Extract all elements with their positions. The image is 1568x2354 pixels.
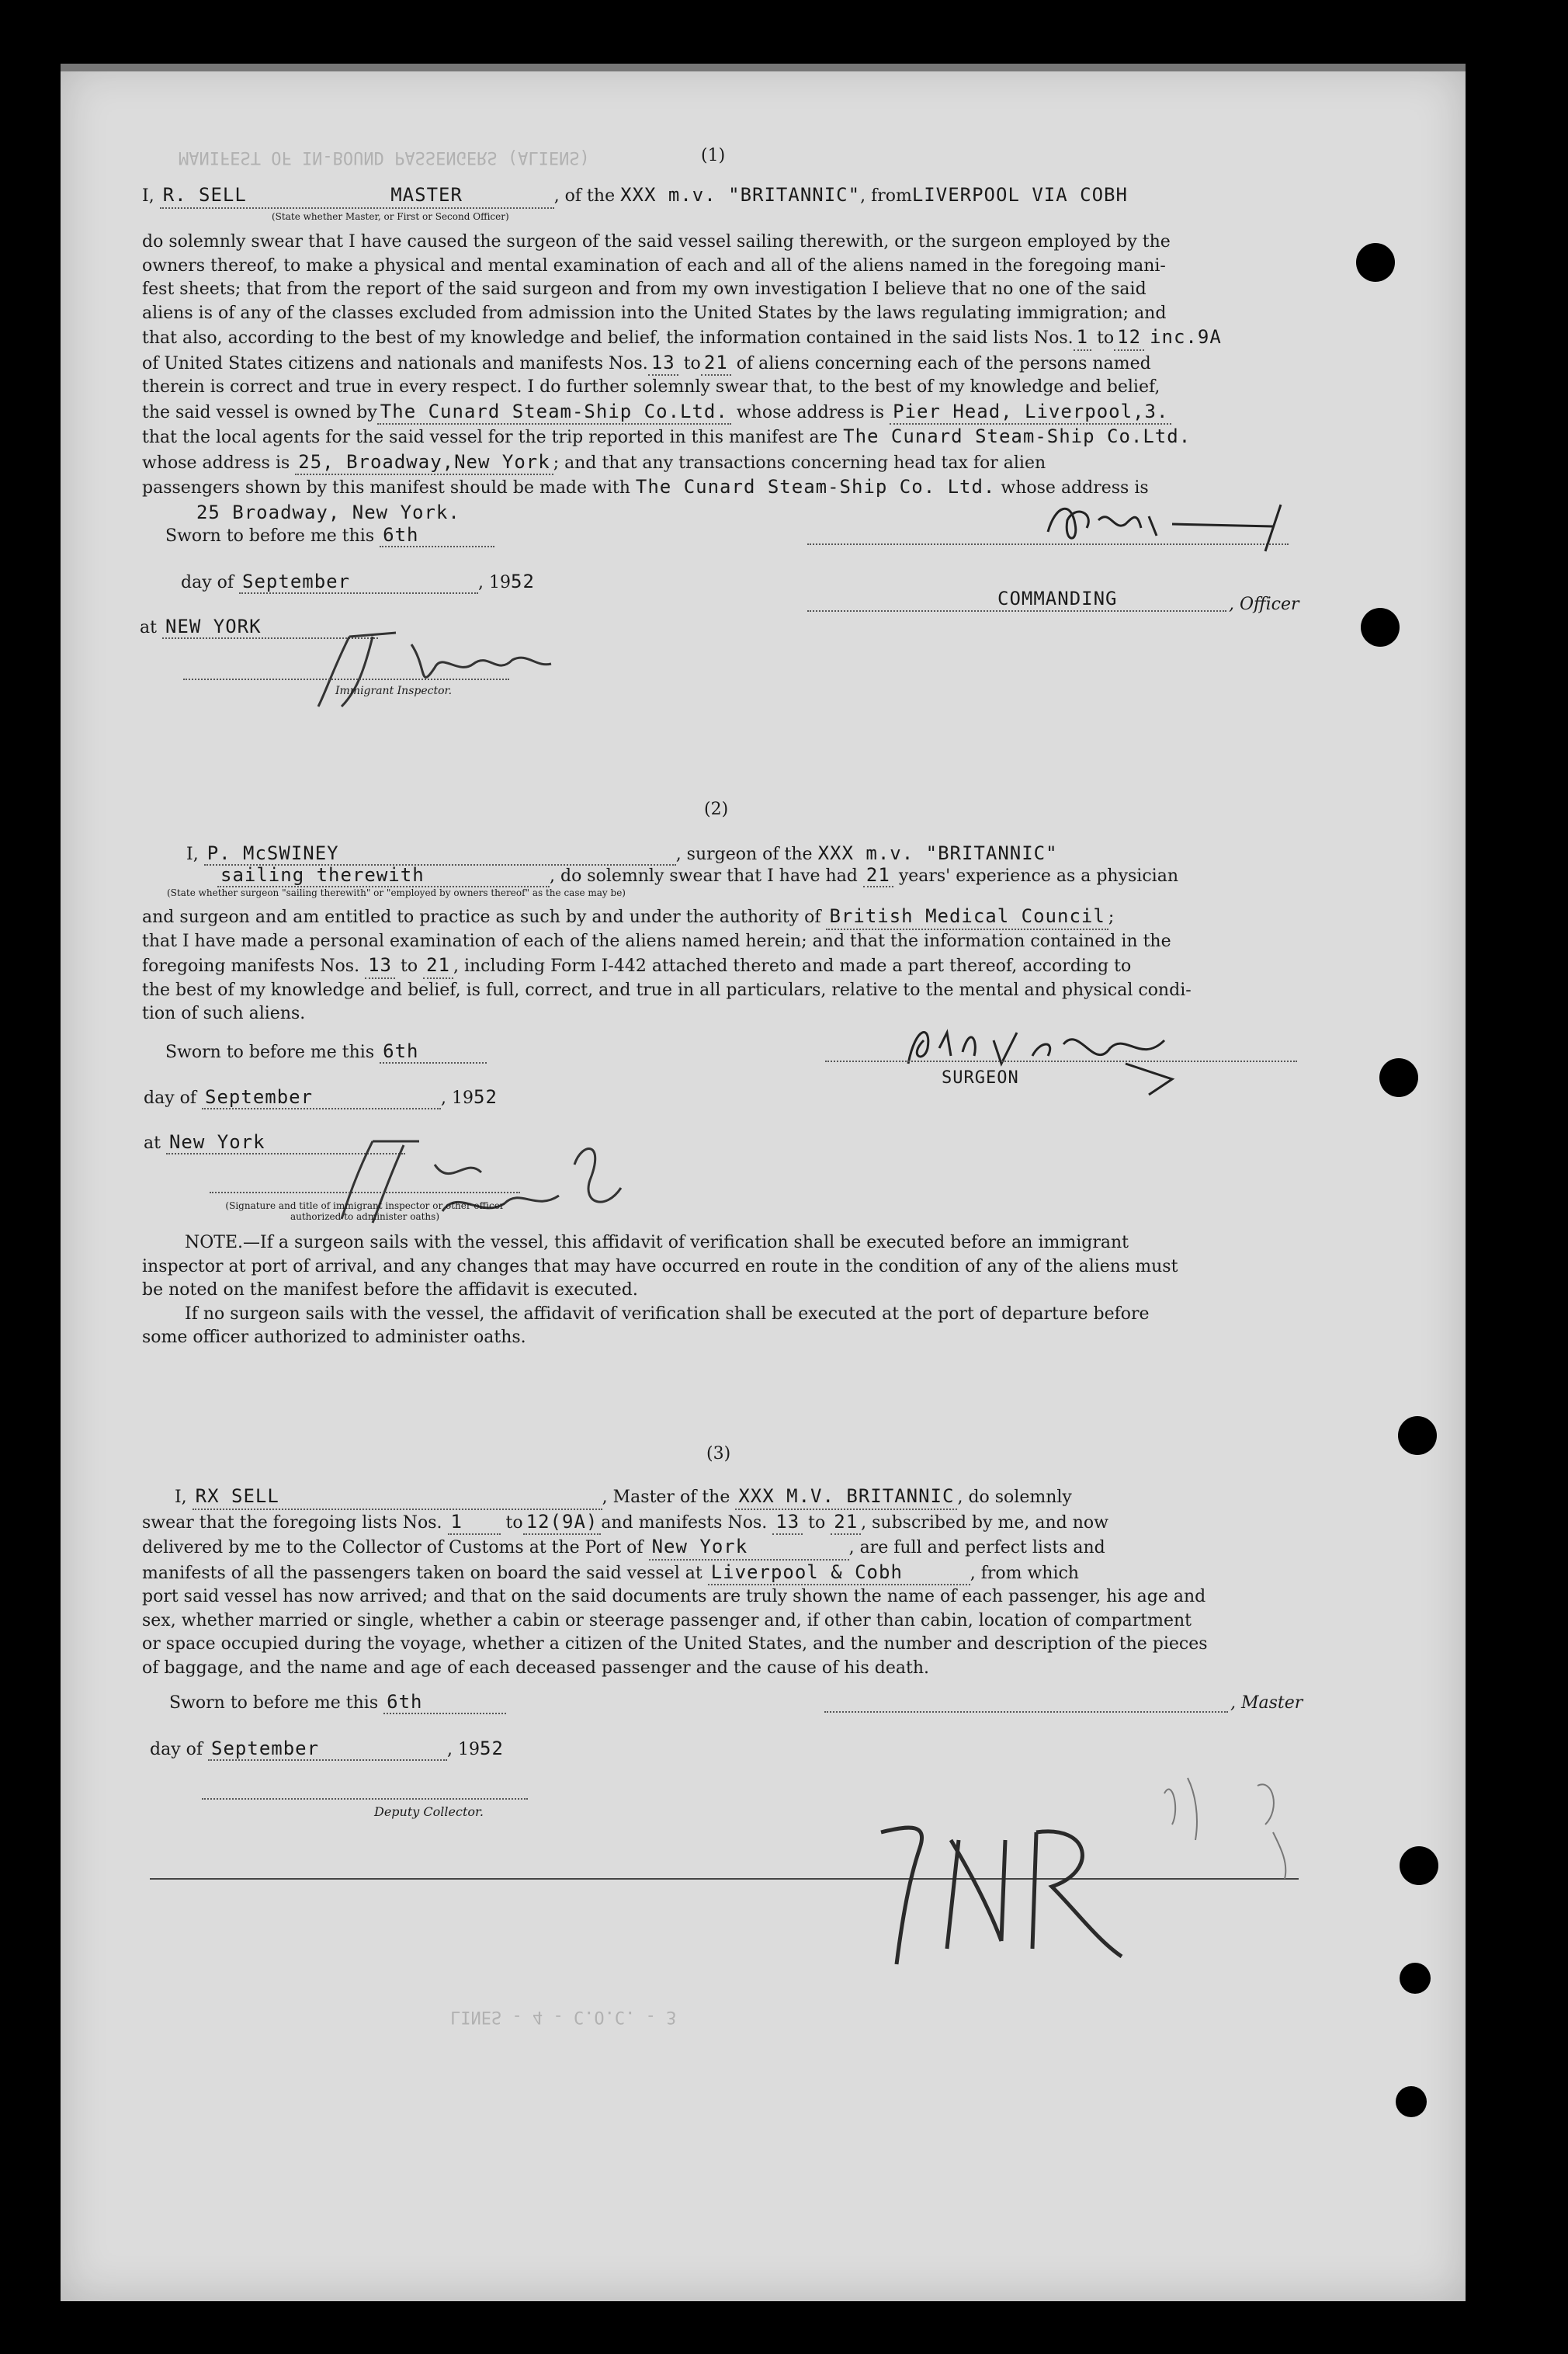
commanding-label: COMMANDING xyxy=(997,588,1118,609)
body-text: whose address is xyxy=(142,453,290,473)
punch-hole xyxy=(1396,2086,1427,2117)
body-line xyxy=(142,425,1306,450)
year-prefix: , 19 xyxy=(447,1740,480,1759)
commanding-field xyxy=(997,588,1118,609)
body-line: that I have made a personal examination of each of the aliens named herein; and that the information contained in the xyxy=(142,931,1171,951)
body-line: tion of such aliens. xyxy=(142,1004,306,1023)
body-line xyxy=(142,450,1306,476)
master-label: , Master xyxy=(1230,1693,1303,1713)
manifests-to: 21 xyxy=(701,351,731,377)
authority: British Medical Council xyxy=(826,904,1108,930)
sworn-day: 6th xyxy=(380,1040,487,1064)
section-2-body xyxy=(142,904,1306,1026)
surgeon-name: P. McSWINEY xyxy=(204,842,676,866)
i-label: I, xyxy=(174,1488,187,1507)
body-text: manifests of all the passengers taken on board the said vessel at xyxy=(142,1563,702,1583)
place: NEW YORK xyxy=(162,616,378,639)
surgeon-label: SURGEON xyxy=(942,1068,1019,1088)
body-text: swear that the foregoing lists Nos. xyxy=(142,1512,442,1533)
punch-hole xyxy=(1356,243,1395,282)
body-text: of United States citizens and nationals and manifests Nos. xyxy=(142,353,648,373)
manifests-to: 21 xyxy=(423,953,453,979)
body-text: foregoing manifests Nos. xyxy=(142,957,360,976)
signature-caption: (Signature and title of immigrant inspector or other officer authorized to administer oaths) xyxy=(225,1200,505,1222)
inspector-caption: Immigrant Inspector. xyxy=(335,685,453,697)
inspector-line xyxy=(183,679,509,680)
body-text: , do solemnly xyxy=(957,1488,1072,1507)
month: September xyxy=(239,571,478,594)
body-text: passengers shown by this manifest should be made with xyxy=(142,478,630,498)
body-line: port said vessel has now arrived; and that on the said documents are truly shown the name of each passenger, his age and xyxy=(142,1587,1206,1606)
date-line-1 xyxy=(181,571,535,594)
from-port: LIVERPOOL VIA COBH xyxy=(911,184,1128,206)
deputy-line xyxy=(202,1798,528,1800)
section-1-line-0 xyxy=(142,183,1306,209)
vessel-name: XXX m.v. "BRITANNIC" xyxy=(620,184,861,206)
master-signature xyxy=(1040,489,1304,559)
section-1-number: (1) xyxy=(701,146,726,165)
i-label: I, xyxy=(142,186,154,206)
manifests-from: 13 xyxy=(648,351,678,377)
surgeon-signature xyxy=(893,1009,1242,1102)
date-line-2 xyxy=(144,1086,498,1109)
manifests-from: 13 xyxy=(365,953,395,979)
sworn-day: 6th xyxy=(380,524,494,547)
to-label: to xyxy=(1097,328,1115,348)
at-label: at xyxy=(144,1134,161,1153)
body-text: whose address is xyxy=(736,402,885,422)
note-line: some officer authorized to administer oaths. xyxy=(142,1328,526,1347)
punch-hole xyxy=(1379,1058,1418,1097)
body-text: and manifests Nos. xyxy=(601,1512,768,1533)
master-title: MASTER xyxy=(390,184,463,206)
lists-note: inc.9A xyxy=(1150,326,1222,348)
inspector-line-2 xyxy=(210,1192,520,1193)
sworn-day: 6th xyxy=(383,1691,506,1714)
punch-hole xyxy=(1400,1963,1431,1994)
years-text: years' experience as a physician xyxy=(898,866,1178,886)
vessel-name: XXX m.v. "BRITANNIC" xyxy=(817,842,1058,864)
body-text: delivered by me to the Collector of Customs at the Port of xyxy=(142,1538,644,1557)
body-line xyxy=(142,1561,1306,1586)
punch-hole xyxy=(1398,1416,1437,1455)
body-line: owners thereof, to make a physical and mental examination of each and all of the aliens named in the foregoing mani- xyxy=(142,255,1166,276)
lists-to: 12 xyxy=(1114,325,1144,351)
section-1-body xyxy=(142,231,1306,526)
year-prefix: , 19 xyxy=(478,573,511,592)
body-line xyxy=(142,953,1306,979)
master-title-field xyxy=(160,183,554,209)
month: September xyxy=(208,1738,447,1761)
body-line: do solemnly swear that I have caused the surgeon of the said vessel sailing therewith, or the surgeon employed by the xyxy=(142,232,1171,252)
to-label: to xyxy=(505,1512,523,1533)
title-caption: (State whether Master, or First or Second Officer) xyxy=(272,211,509,222)
i-label: I, xyxy=(186,845,199,864)
owner-address: Pier Head, Liverpool,3. xyxy=(890,400,1171,425)
body-text: , from which xyxy=(970,1563,1079,1583)
body-text: , including Form I-442 attached thereto and made a part thereof, according to xyxy=(453,957,1132,976)
body-text: of aliens concerning each of the persons named xyxy=(736,353,1151,373)
body-text: , subscribed by me, and now xyxy=(861,1512,1109,1533)
punch-hole xyxy=(1361,608,1400,647)
punch-hole xyxy=(1400,1846,1438,1885)
officer-label: , Officer xyxy=(1229,595,1299,614)
section-3-number: (3) xyxy=(706,1444,731,1463)
body-line: fest sheets; that from the report of the said surgeon and from my own investigation I believe that no one of the said xyxy=(142,279,1147,299)
body-text: , Master of the xyxy=(602,1488,730,1507)
place: New York xyxy=(166,1131,405,1154)
lists-from: 1 xyxy=(448,1510,501,1536)
to-label: to xyxy=(808,1512,826,1533)
body-text: that the local agents for the said vessel for the trip reported in this manifest are xyxy=(142,428,838,447)
body-line: sex, whether married or single, whether a cabin or steerage passenger and, if other than cabin, location of compartment xyxy=(142,1610,1192,1630)
section-2-line-1 xyxy=(217,864,1178,887)
master-name: R. SELL xyxy=(162,184,247,206)
body-line xyxy=(142,400,1306,425)
handwritten-note xyxy=(1141,1762,1343,1902)
years: 21 xyxy=(863,864,893,887)
of-the-label: , of the xyxy=(553,186,616,206)
note-line: be noted on the manifest before the affidavit is executed. xyxy=(142,1280,638,1300)
body-line xyxy=(142,1484,1306,1510)
sailing-status: sailing therewith xyxy=(217,864,550,887)
lists-from: 1 xyxy=(1074,325,1091,351)
sworn-label: Sworn to before me this xyxy=(165,1043,375,1062)
body-line: therein is correct and true in every respect. I do further solemnly swear that, to the best of my knowledge and belief, xyxy=(142,377,1160,397)
month: September xyxy=(202,1086,441,1109)
section-2-line-0 xyxy=(186,842,1058,866)
to-label: to xyxy=(400,957,418,976)
sworn-line-3 xyxy=(169,1691,506,1714)
vessel-name: XXX M.V. BRITANNIC xyxy=(735,1484,957,1510)
body-line: or space occupied during the voyage, whether a citizen of the United States, and the number and description of the pieces xyxy=(142,1634,1208,1654)
manifests-from: 13 xyxy=(772,1510,803,1536)
body-line: and surgeon and am entitled to practice as such by and under the authority of British Medical Council ; xyxy=(142,904,1306,930)
port: New York xyxy=(649,1535,849,1561)
page-top-edge xyxy=(61,64,1466,71)
bleed-through-text: LINES - 4 - C.O.C. - 3 xyxy=(450,2007,677,2026)
deputy-caption: Deputy Collector. xyxy=(374,1804,484,1819)
day-of-label: day of xyxy=(150,1740,203,1759)
body-line xyxy=(142,351,1306,377)
head-tax-agent: The Cunard Steam-Ship Co. Ltd. xyxy=(635,476,996,498)
day-of-label: day of xyxy=(144,1088,197,1108)
master-signature-line xyxy=(824,1711,1228,1713)
agents-address: 25, Broadway,New York xyxy=(295,450,553,476)
body-line: aliens is of any of the classes excluded from admission into the United States by the laws regulating immigration; and xyxy=(142,303,1167,323)
agents: The Cunard Steam-Ship Co.Ltd. xyxy=(843,425,1192,447)
body-text: ; and that any transactions concerning head tax for alien xyxy=(553,453,1046,473)
head-tax-address: 25 Broadway, New York. xyxy=(196,501,460,523)
handwritten-mark xyxy=(866,1809,1145,1988)
sailing-caption: (State whether surgeon "sailing therewith" or "employed by owners thereof" as the case may be) xyxy=(167,887,626,898)
note-line: NOTE.—If a surgeon sails with the vessel, this affidavit of verification shall be executed before an immigrant xyxy=(185,1233,1129,1252)
section-1-text xyxy=(142,183,1306,209)
year: 52 xyxy=(474,1086,498,1108)
lists-to: 12(9A) xyxy=(523,1510,602,1536)
day-of-label: day of xyxy=(181,573,234,592)
to-label: to xyxy=(683,353,701,373)
year: 52 xyxy=(511,571,535,592)
sworn-line-2 xyxy=(165,1040,487,1064)
section-3-body xyxy=(142,1484,1306,1680)
note-block xyxy=(142,1231,1306,1350)
embark-ports: Liverpool & Cobh xyxy=(708,1561,970,1586)
body-line xyxy=(142,325,1306,351)
surgeon-of-the-label: , surgeon of the xyxy=(675,845,813,864)
body-text: the said vessel is owned by xyxy=(142,402,377,422)
body-text: , are full and perfect lists and xyxy=(848,1538,1105,1557)
surgeon-signature-line xyxy=(825,1061,1297,1062)
inspector-signature xyxy=(303,621,574,714)
inspector-signature-2 xyxy=(326,1126,761,1242)
note-line: inspector at port of arrival, and any changes that may have occurred en route in the condition of any of the aliens must xyxy=(142,1256,1178,1276)
sworn-label: Sworn to before me this xyxy=(169,1693,379,1713)
section-2-number: (2) xyxy=(704,800,729,819)
swear-text: , do solemnly swear that I have had xyxy=(550,866,858,886)
body-line xyxy=(142,1535,1306,1561)
body-line: of baggage, and the name and age of each deceased passenger and the cause of his death. xyxy=(142,1658,929,1678)
note-line: If no surgeon sails with the vessel, the affidavit of verification shall be executed at the port of departure before xyxy=(185,1304,1150,1324)
commanding-line xyxy=(807,610,1226,612)
body-text: that also, according to the best of my knowledge and belief, the information contained in the said lists Nos. xyxy=(142,328,1074,348)
at-label: at xyxy=(140,618,157,637)
bleed-through-text: MANIFEST OF IN-BOUND PASSENGERS (ALIENS) xyxy=(179,148,590,167)
master-name: RX SELL xyxy=(193,1484,602,1510)
body-text: and surgeon and am entitled to practice as such by and under the authority of xyxy=(142,908,821,927)
date-line-3 xyxy=(150,1738,504,1761)
year-prefix: , 19 xyxy=(441,1088,474,1108)
body-line xyxy=(142,1510,1306,1536)
body-line: the best of my knowledge and belief, is full, correct, and true in all particulars, relative to the mental and physical condi- xyxy=(142,980,1192,1000)
sworn-label: Sworn to before me this xyxy=(165,526,375,546)
from-label: , from xyxy=(860,186,912,206)
year: 52 xyxy=(480,1738,504,1759)
owner: The Cunard Steam-Ship Co.Ltd. xyxy=(377,400,731,425)
body-text: whose address is xyxy=(1001,478,1149,498)
manifests-to: 21 xyxy=(831,1510,861,1536)
sworn-line-1 xyxy=(165,524,494,547)
